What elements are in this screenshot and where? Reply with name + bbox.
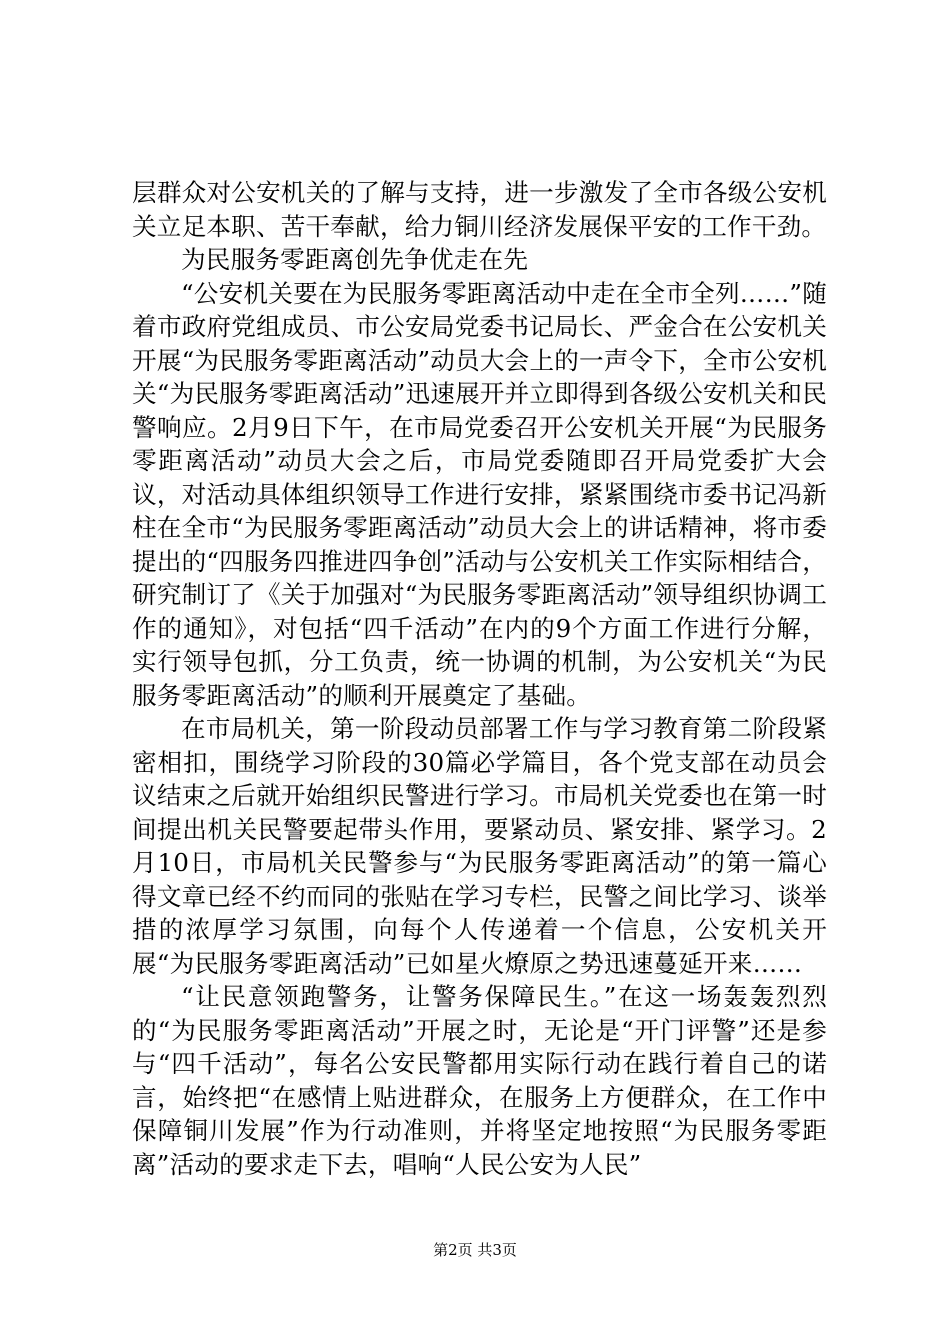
paragraph: “公安机关要在为民服务零距离活动中走在全市全列……”随着市政府党组成员、市公安局党委书记局长、严金合在公安机关开展“为民服务零距离活动”动员大会上的一声令下，全市公安机关“为民服务零距离活动”迅速展开并立即得到各级公安机关和民警响应。2月9日下午，在市局党委召开公安机关开展“为民服务零距离活动”动员大会之后，市局党委随即召开局党委扩大会议，对活动具体组织领导工作进行安排，紧紧围绕市委书记冯新柱在全市“为民服务零距离活动”动员大会上的讲话精神，将市委提出的“四服务四推进四争创”活动与公安机关工作实际相结合，研究制订了《关于加强对“为民服务零距离活动”领导组织协调工作的通知》，对包括“四千活动”在内的9个方面工作进行分解，实行领导包抓，分工负责，统一协调的机制，为公安机关“为民服务零距离活动”的顺利开展奠定了基础。 — [132, 278, 827, 710]
section-heading: 为民服务零距离创先争优走在先 — [181, 245, 529, 274]
document-body — [132, 176, 827, 1181]
page-number-footer: 第2页 共3页 — [433, 1241, 517, 1259]
paragraph: 在市局机关，第一阶段动员部署工作与学习教育第二阶段紧密相扣，围绕学习阶段的30篇必学篇目，各个党支部在动员会议结束之后就开始组织民警进行学习。市局机关党委也在第一时间提出机关民警要起带头作用，要紧动员、紧安排、紧学习。2月10日，市局机关民警参与“为民服务零距离活动”的第一篇心得文章已经不约而同的张贴在学习专栏，民警之间比学习、谈举措的浓厚学习氛围，向每个人传递着一个信息，公安机关开展“为民服务零距离活动”已如星火燎原之势迅速蔓延开来…… — [132, 714, 827, 978]
paragraph-continuation: 层群众对公安机关的了解与支持，进一步激发了全市各级公安机关立足本职、苦干奉献，给力铜川经济发展保平安的工作干劲。 — [132, 178, 827, 241]
paragraph: “让民意领跑警务，让警务保障民生。”在这一场轰轰烈烈的“为民服务零距离活动”开展之时，无论是“开门评警”还是参与“四千活动”，每名公安民警都用实际行动在践行着自己的诺言，始终把“在感情上贴进群众，在服务上方便群众，在工作中保障铜川发展”作为行动准则，并将坚定地按照“为民服务零距离”活动的要求走下去，唱响“人民公安为人民” — [132, 982, 827, 1179]
